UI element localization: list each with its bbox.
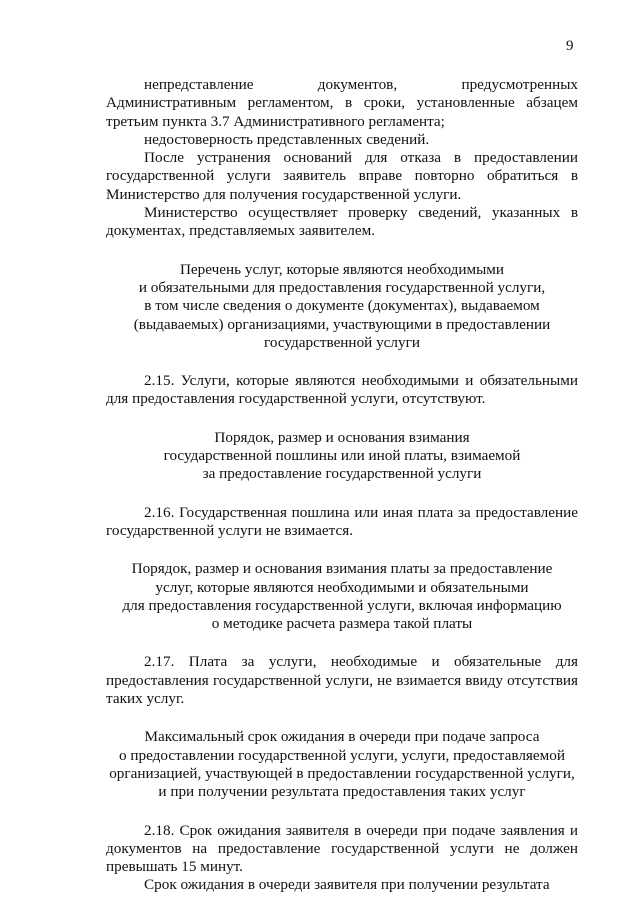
heading-line: организацией, участвующей в предоставлении государственной услуги, — [109, 764, 575, 782]
heading-line: Перечень услуг, которые являются необходимыми — [179, 260, 505, 278]
paragraph-2-18: 2.18. Срок ожидания заявителя в очереди при подаче заявления и документов на предоставление государственной услуги не должен превышать 15 минут. — [106, 821, 578, 876]
paragraph-2-15: 2.15. Услуги, которые являются необходимыми и обязательными для предоставления государственной услуги, отсутствуют. — [106, 372, 578, 408]
heading-line: (выдаваемых) организациями, участвующими в предоставлении — [133, 315, 551, 333]
paragraph: непредставление документов, предусмотренных Административным регламентом, в сроки, установленные абзацем третьим пункта 3.7 Административного регламента; — [106, 76, 578, 130]
paragraph: Срок ожидания в очереди заявителя при получении результата — [144, 876, 550, 894]
paragraph: Министерство осуществляет проверку сведений, указанных в документах, представляемых заявителем. — [106, 204, 578, 240]
heading-line: государственной услуги — [264, 333, 420, 351]
page-number: 9 — [566, 38, 574, 54]
heading-line: услуг, которые являются необходимыми и обязательными — [155, 578, 529, 596]
heading-line: и при получении результата предоставления таких услуг — [158, 783, 526, 801]
section-heading — [106, 728, 578, 801]
paragraph: После устранения оснований для отказа в предоставлении государственной услуги заявитель вправе повторно обратиться в Министерство для получения государственной услуги. — [106, 149, 578, 203]
section-heading — [106, 560, 578, 633]
heading-line: Порядок, размер и основания взимания — [214, 428, 470, 446]
heading-line: для предоставления государственной услуги, включая информацию — [122, 596, 562, 614]
document-body — [106, 76, 578, 895]
heading-line: о предоставлении государственной услуги, услуги, предоставляемой — [119, 746, 565, 764]
paragraph-2-17: 2.17. Плата за услуги, необходимые и обязательные для предоставления государственной услуги, не взимается ввиду отсутствия таких услуг. — [106, 653, 578, 708]
section-heading — [106, 261, 578, 352]
heading-line: Максимальный срок ожидания в очереди при подаче запроса — [144, 728, 540, 746]
heading-line: государственной пошлины или иной платы, взимаемой — [163, 447, 521, 465]
heading-line: и обязательными для предоставления государственной услуги, — [138, 278, 546, 296]
section-heading — [106, 429, 578, 484]
paragraph-2-16: 2.16. Государственная пошлина или иная плата за предоставление государственной услуги не взимается. — [106, 503, 578, 539]
heading-line: Порядок, размер и основания взимания платы за предоставление — [131, 560, 553, 578]
heading-line: о методике расчета размера такой платы — [211, 615, 473, 633]
heading-line: за предоставление государственной услуги — [202, 465, 482, 483]
heading-line: в том числе сведения о документе (документах), выдаваемом — [144, 297, 540, 315]
paragraph: недостоверность представленных сведений. — [144, 130, 430, 148]
